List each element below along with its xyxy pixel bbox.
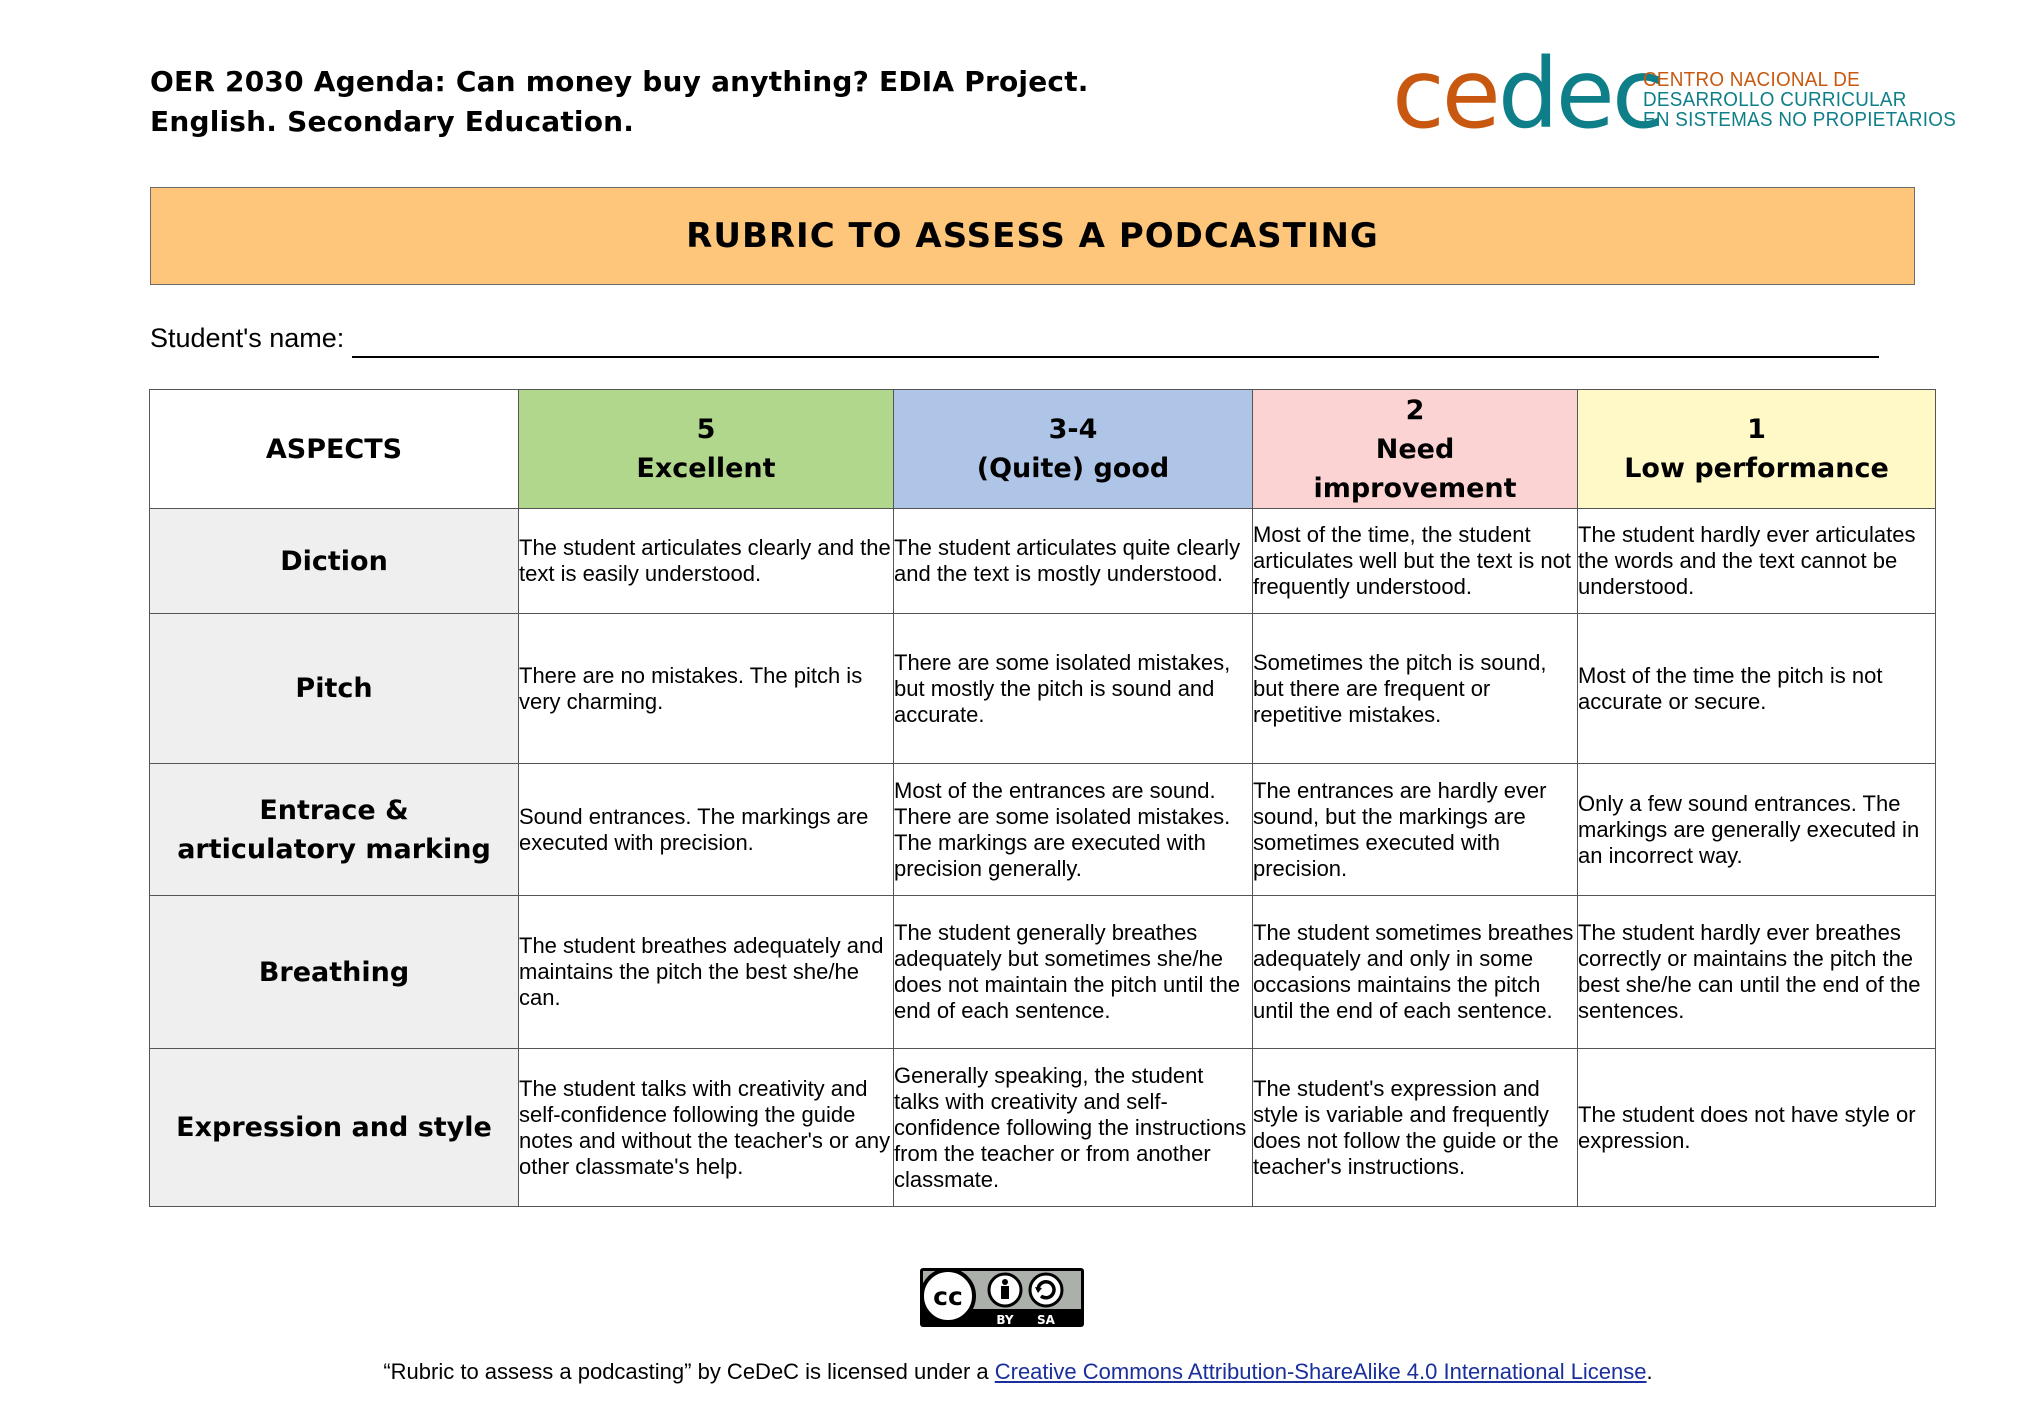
title-line-1: OER 2030 Agenda: Can money buy anything? EDIA Project. [150, 65, 1089, 98]
header-score-3-4-value: 3-4 [1048, 414, 1098, 445]
header-aspects [150, 390, 519, 509]
table-cell: Generally speaking, the student talks with creativity and self-confidence following the instructions from the teacher or from another classmate. [894, 1049, 1253, 1207]
header-score-5-value: 5 [696, 414, 716, 445]
header-score-1-value: 1 [1747, 414, 1766, 445]
aspect-diction: Diction [150, 509, 519, 614]
table-row [150, 896, 1936, 1049]
table-cell: The entrances are hardly ever sound, but the markings are sometimes executed with precision. [1253, 764, 1578, 896]
student-name-line[interactable] [352, 326, 1879, 358]
table-cell: The student does not have style or expression. [1578, 1049, 1936, 1207]
table-row [150, 509, 1936, 614]
table-cell: The student sometimes breathes adequately and only in some occasions maintains the pitch until the end of each sentence. [1253, 896, 1578, 1049]
table-cell: Sometimes the pitch is sound, but there are frequent or repetitive mistakes. [1253, 614, 1578, 764]
student-name-label: Student's name: [150, 323, 345, 353]
header-score-5-label: Excellent [636, 453, 776, 484]
license-link[interactable]: Creative Commons Attribution-ShareAlike 4.0 International License [994, 1359, 1647, 1384]
header-score-3-4 [894, 390, 1253, 509]
license-prefix: “Rubric to assess a podcasting” by CeDeC is licensed under a [383, 1359, 995, 1384]
table-cell: The student talks with creativity and self-confidence following the guide notes and without the teacher's or any other classmate's help. [519, 1049, 894, 1207]
cc-by-sa-badge[interactable] [919, 1267, 1085, 1328]
cc-sa-text: SA [1037, 1313, 1055, 1327]
table-cell: Most of the entrances are sound. There are some isolated mistakes. The markings are executed with precision generally. [894, 764, 1253, 896]
table-cell: Most of the time, the student articulates well but the text is not frequently understood. [1253, 509, 1578, 614]
license-suffix: . [1646, 1359, 1653, 1384]
cc-text: cc [933, 1282, 963, 1311]
cc-by-text: BY [996, 1313, 1014, 1327]
table-row [150, 1049, 1936, 1207]
header-score-2-label-2: improvement [1313, 472, 1517, 504]
header-score-5 [519, 390, 894, 509]
table-cell: The student breathes adequately and maintains the pitch the best she/he can. [519, 896, 894, 1049]
table-cell: Sound entrances. The markings are executed with precision. [519, 764, 894, 896]
logo-line-3: EN SISTEMAS NO PROPIETARIOS [1643, 108, 1957, 131]
aspect-breathing: Breathing [150, 896, 519, 1049]
cedec-logo-word [1392, 38, 1662, 150]
aspect-entrace [150, 764, 519, 896]
logo-line-2: DESARROLLO CURRICULAR [1643, 88, 1907, 111]
aspect-entrace-line-2: articulatory marking [177, 833, 491, 865]
table-cell: The student articulates clearly and the text is easily understood. [519, 509, 894, 614]
table-row [150, 614, 1936, 764]
table-cell: The student's expression and style is variable and frequently does not follow the guide or the teacher's instructions. [1253, 1049, 1578, 1207]
header-row [150, 390, 1936, 509]
table-cell: The student generally breathes adequately but sometimes she/he does not maintain the pitch until the end of each sentence. [894, 896, 1253, 1049]
rubric-banner [150, 187, 1915, 285]
table-cell: The student hardly ever articulates the words and the text cannot be understood. [1578, 509, 1936, 614]
rubric-title: RUBRIC TO ASSESS A PODCASTING [686, 216, 1379, 256]
table-cell: Most of the time the pitch is not accurate or secure. [1578, 614, 1936, 764]
table-cell: Only a few sound entrances. The markings are generally executed in an incorrect way. [1578, 764, 1936, 896]
cc-license-icon [919, 1267, 1085, 1328]
table-row [150, 764, 1936, 896]
logo-word-part2: dec [1497, 38, 1662, 150]
header-score-1-label: Low performance [1624, 453, 1889, 484]
header-score-2-value: 2 [1405, 394, 1425, 426]
table-cell: The student hardly ever breathes correctly or maintains the pitch the best she/he can until the end of the sentences. [1578, 896, 1936, 1049]
header-score-1 [1578, 390, 1936, 509]
header-aspects-label: ASPECTS [265, 433, 403, 465]
header-score-2 [1253, 390, 1578, 509]
table-cell: The student articulates quite clearly and the text is mostly understood. [894, 509, 1253, 614]
aspect-entrace-line-1: Entrace & [259, 794, 409, 826]
header-score-3-4-label: (Quite) good [976, 453, 1170, 484]
rubric-table [149, 389, 1936, 1207]
aspect-expression: Expression and style [150, 1049, 519, 1207]
title-line-2: English. Secondary Education. [150, 105, 635, 138]
aspect-pitch: Pitch [150, 614, 519, 764]
student-name-field [150, 318, 1879, 358]
license-footer [0, 1357, 2036, 1387]
logo-line-1: CENTRO NACIONAL DE [1643, 68, 1861, 91]
table-cell: There are no mistakes. The pitch is very charming. [519, 614, 894, 764]
table-cell: There are some isolated mistakes, but mostly the pitch is sound and accurate. [894, 614, 1253, 764]
header-score-2-label-1: Need [1375, 433, 1455, 465]
document-title [150, 62, 1089, 142]
logo-word-part1: ce [1392, 38, 1498, 150]
cedec-logo-text [1643, 70, 1956, 130]
